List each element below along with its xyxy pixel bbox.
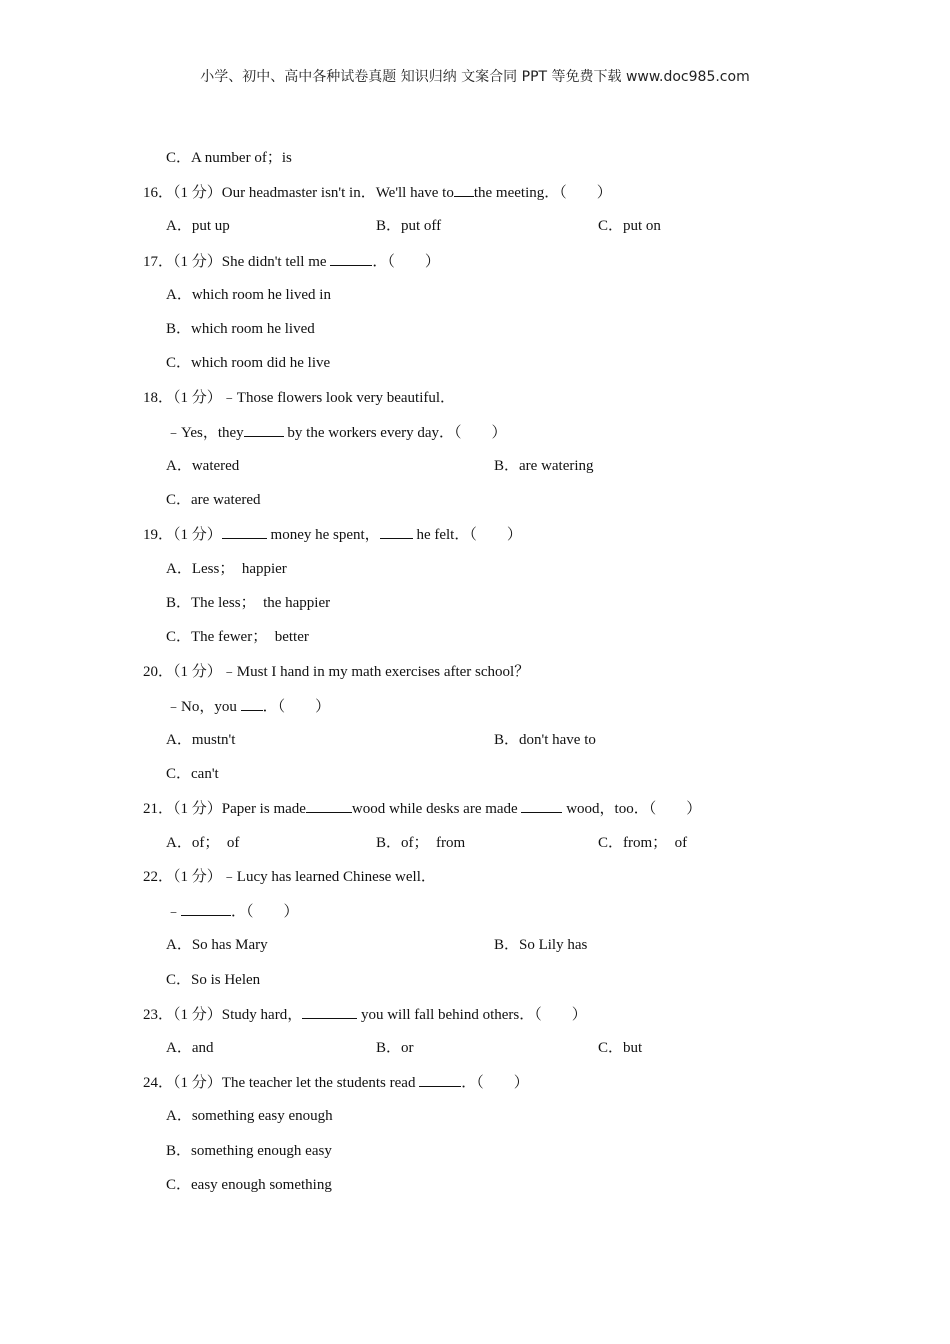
answer-blank <box>306 798 352 813</box>
question-23: 23．（1 分）Study hard， you will fall behind others．（ ） <box>143 1004 587 1025</box>
option-a: A．mustn't <box>166 732 236 748</box>
question-17: 17．（1 分）She didn't tell me ．（ ） <box>143 251 440 272</box>
question-18-reply: ﹣Yes，they by the workers every day．（ ） <box>166 422 507 443</box>
option-c: C．can't <box>166 766 219 782</box>
question-22-reply: ﹣ ．（ ） <box>166 901 299 922</box>
option-a: A．of； of <box>166 835 240 851</box>
answer-blank <box>241 696 263 711</box>
question-18: 18．（1 分）﹣Those flowers look very beautiful． <box>143 390 456 406</box>
option-a: A．put up <box>166 218 230 234</box>
question-20: 20．（1 分）﹣Must I hand in my math exercises after school？ <box>143 664 530 680</box>
question-21: 21．（1 分）Paper is made wood while desks are made wood，too．（ ） <box>143 798 701 819</box>
question-24: 24．（1 分）The teacher let the students read ．（ ） <box>143 1072 529 1093</box>
option-b: B．don't have to <box>494 732 596 748</box>
option-a: A．So has Mary <box>166 937 268 953</box>
question-19: 19．（1 分） money he spent， he felt．（ ） <box>143 524 522 545</box>
answer-blank <box>222 524 267 539</box>
answer-blank <box>454 182 474 197</box>
answer-blank <box>302 1004 357 1019</box>
option-b: B．The less； the happier <box>166 595 331 611</box>
option-b: B．which room he lived <box>166 321 315 337</box>
option-c: C．which room did he live <box>166 355 331 371</box>
option-c: C．are watered <box>166 492 261 508</box>
option-b: B．are watering <box>494 458 594 474</box>
option-c: C．but <box>598 1040 643 1056</box>
option-c: C．The fewer； better <box>166 629 309 645</box>
answer-blank <box>330 251 372 266</box>
option-a: A．watered <box>166 458 240 474</box>
answer-blank <box>419 1072 461 1087</box>
option-b: B．something enough easy <box>166 1143 332 1159</box>
question-22: 22．（1 分）﹣Lucy has learned Chinese well． <box>143 869 436 885</box>
option-b: B．put off <box>376 218 442 234</box>
option-a: A．and <box>166 1040 214 1056</box>
question-16: 16．（1 分）Our headmaster isn't in．We'll have to the meeting．（ ） <box>143 182 612 203</box>
answer-blank <box>181 901 231 916</box>
option-a: A．Less； happier <box>166 561 287 577</box>
option-c: C．easy enough something <box>166 1177 332 1193</box>
option-c: C．from； of <box>598 835 688 851</box>
option-a: A．which room he lived in <box>166 287 331 303</box>
option-a: A．something easy enough <box>166 1108 333 1124</box>
page-header: 小学、初中、高中各种试卷真题 知识归纳 文案合同 PPT 等免费下载 www.doc985.com <box>200 69 750 85</box>
option-c: C．So is Helen <box>166 972 261 988</box>
option-c: C．A number of；is <box>166 150 292 166</box>
answer-blank <box>380 524 413 539</box>
option-c: C．put on <box>598 218 661 234</box>
option-b: B．of； from <box>376 835 466 851</box>
question-20-reply: ﹣No，you ．（ ） <box>166 696 330 717</box>
answer-blank <box>244 422 284 437</box>
option-b: B．or <box>376 1040 414 1056</box>
option-b: B．So Lily has <box>494 937 588 953</box>
answer-blank <box>521 798 562 813</box>
